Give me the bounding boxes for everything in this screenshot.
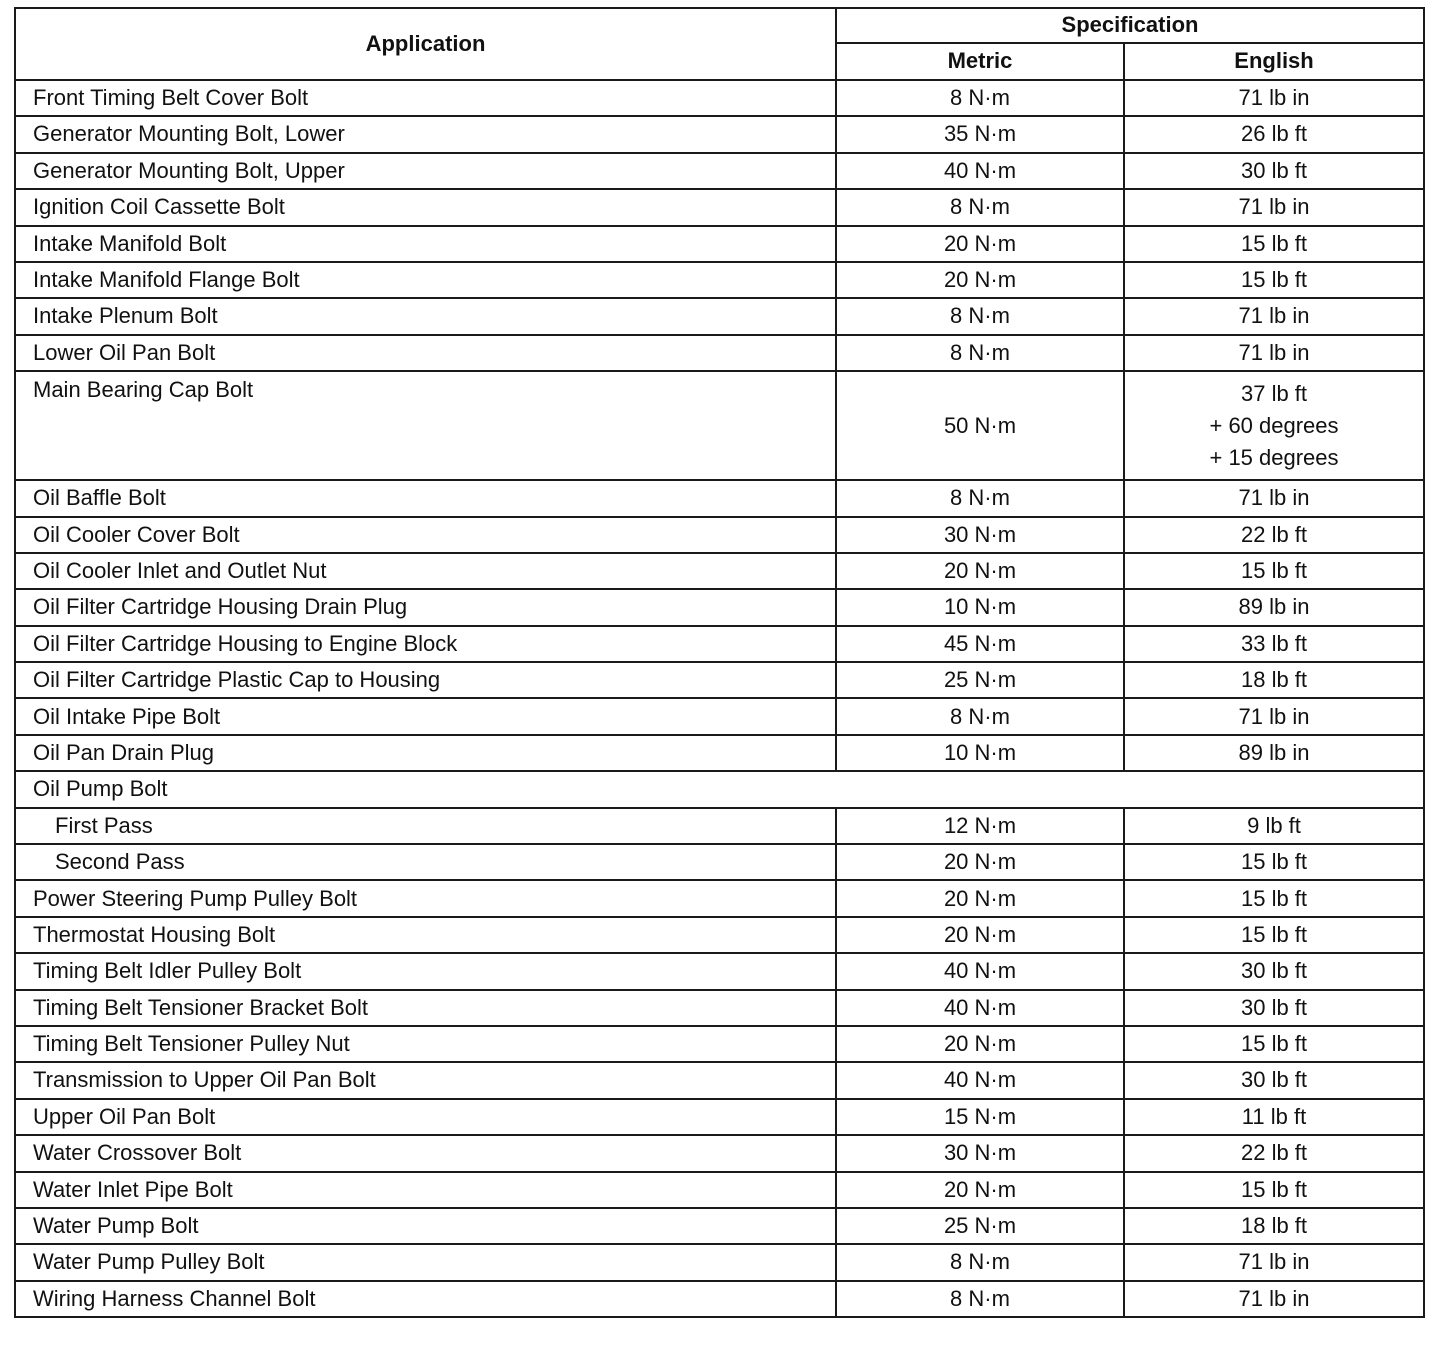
metric-cell: 20 N·m [836, 262, 1124, 298]
metric-cell: 8 N·m [836, 298, 1124, 334]
metric-cell: 8 N·m [836, 80, 1124, 116]
english-cell: 15 lb ft [1124, 226, 1424, 262]
metric-cell: 8 N·m [836, 189, 1124, 225]
application-cell: Oil Filter Cartridge Housing to Engine Block [15, 626, 836, 662]
application-cell: Oil Cooler Inlet and Outlet Nut [15, 553, 836, 589]
metric-cell: 15 N·m [836, 1099, 1124, 1135]
english-cell: 15 lb ft [1124, 1172, 1424, 1208]
application-cell: Lower Oil Pan Bolt [15, 335, 836, 371]
application-cell: Second Pass [15, 844, 836, 880]
table-row [15, 298, 1424, 334]
application-cell: Timing Belt Tensioner Bracket Bolt [15, 990, 836, 1026]
table-row [15, 517, 1424, 553]
table-row [15, 626, 1424, 662]
english-cell: 18 lb ft [1124, 662, 1424, 698]
english-cell: 30 lb ft [1124, 1062, 1424, 1098]
application-cell: Transmission to Upper Oil Pan Bolt [15, 1062, 836, 1098]
english-cell: 15 lb ft [1124, 1026, 1424, 1062]
application-cell: Ignition Coil Cassette Bolt [15, 189, 836, 225]
english-cell: 26 lb ft [1124, 116, 1424, 152]
english-cell [1124, 371, 1424, 480]
table-row [15, 1281, 1424, 1317]
metric-header: Metric [836, 43, 1124, 80]
table-row [15, 371, 1424, 480]
english-cell: 30 lb ft [1124, 153, 1424, 189]
metric-cell: 10 N·m [836, 589, 1124, 625]
table-row [15, 1135, 1424, 1171]
application-cell: Intake Manifold Bolt [15, 226, 836, 262]
metric-cell: 8 N·m [836, 335, 1124, 371]
application-cell: Oil Filter Cartridge Housing Drain Plug [15, 589, 836, 625]
table-row [15, 735, 1424, 771]
torque-spec-table [14, 7, 1425, 1318]
application-cell: Intake Plenum Bolt [15, 298, 836, 334]
table-row [15, 808, 1424, 844]
table-row [15, 917, 1424, 953]
application-cell: Front Timing Belt Cover Bolt [15, 80, 836, 116]
application-cell: Oil Baffle Bolt [15, 480, 836, 516]
english-cell: 9 lb ft [1124, 808, 1424, 844]
english-header: English [1124, 43, 1424, 80]
application-cell: Power Steering Pump Pulley Bolt [15, 880, 836, 916]
table-row [15, 226, 1424, 262]
application-cell: Water Pump Pulley Bolt [15, 1244, 836, 1280]
table-row [15, 1208, 1424, 1244]
english-line: + 15 degrees [1209, 444, 1339, 470]
english-cell: 15 lb ft [1124, 880, 1424, 916]
english-cell: 89 lb in [1124, 735, 1424, 771]
metric-cell: 30 N·m [836, 1135, 1124, 1171]
table-row [15, 262, 1424, 298]
table-row-group-heading [15, 771, 1424, 807]
application-cell: Oil Pump Bolt [15, 771, 1424, 807]
table-row [15, 1244, 1424, 1280]
english-cell: 22 lb ft [1124, 1135, 1424, 1171]
metric-cell: 12 N·m [836, 808, 1124, 844]
metric-cell: 40 N·m [836, 153, 1124, 189]
application-cell: Water Inlet Pipe Bolt [15, 1172, 836, 1208]
metric-cell: 40 N·m [836, 1062, 1124, 1098]
english-cell: 33 lb ft [1124, 626, 1424, 662]
metric-cell: 8 N·m [836, 1281, 1124, 1317]
table-row [15, 589, 1424, 625]
english-cell: 71 lb in [1124, 335, 1424, 371]
english-line: 37 lb ft [1240, 380, 1308, 406]
application-cell: Water Pump Bolt [15, 1208, 836, 1244]
application-cell: Upper Oil Pan Bolt [15, 1099, 836, 1135]
english-cell: 15 lb ft [1124, 917, 1424, 953]
metric-cell: 8 N·m [836, 698, 1124, 734]
metric-cell: 20 N·m [836, 553, 1124, 589]
table-row [15, 1026, 1424, 1062]
english-cell: 15 lb ft [1124, 844, 1424, 880]
application-cell: Intake Manifold Flange Bolt [15, 262, 836, 298]
table-row [15, 698, 1424, 734]
application-cell: Oil Filter Cartridge Plastic Cap to Housing [15, 662, 836, 698]
english-line: + 60 degrees [1209, 412, 1339, 438]
metric-cell: 20 N·m [836, 880, 1124, 916]
application-cell: Wiring Harness Channel Bolt [15, 1281, 836, 1317]
metric-cell: 20 N·m [836, 1172, 1124, 1208]
metric-cell: 20 N·m [836, 226, 1124, 262]
english-cell: 30 lb ft [1124, 953, 1424, 989]
application-cell: Timing Belt Tensioner Pulley Nut [15, 1026, 836, 1062]
application-cell: Timing Belt Idler Pulley Bolt [15, 953, 836, 989]
metric-cell: 35 N·m [836, 116, 1124, 152]
metric-cell: 30 N·m [836, 517, 1124, 553]
english-multiline [1209, 378, 1338, 474]
metric-cell: 8 N·m [836, 480, 1124, 516]
table-row [15, 153, 1424, 189]
table-row [15, 1172, 1424, 1208]
table-row [15, 953, 1424, 989]
english-cell: 15 lb ft [1124, 553, 1424, 589]
metric-cell: 20 N·m [836, 844, 1124, 880]
english-cell: 89 lb in [1124, 589, 1424, 625]
application-cell: Main Bearing Cap Bolt [15, 371, 836, 480]
table-row [15, 80, 1424, 116]
metric-cell: 50 N·m [836, 371, 1124, 480]
table-row [15, 116, 1424, 152]
application-header: Application [15, 8, 836, 80]
metric-cell: 8 N·m [836, 1244, 1124, 1280]
application-cell: Thermostat Housing Bolt [15, 917, 836, 953]
table-row [15, 189, 1424, 225]
metric-cell: 40 N·m [836, 990, 1124, 1026]
table-row [15, 990, 1424, 1026]
english-cell: 71 lb in [1124, 1244, 1424, 1280]
table-row [15, 880, 1424, 916]
application-cell: Oil Pan Drain Plug [15, 735, 836, 771]
english-cell: 18 lb ft [1124, 1208, 1424, 1244]
table-row [15, 844, 1424, 880]
application-cell: Generator Mounting Bolt, Lower [15, 116, 836, 152]
metric-cell: 20 N·m [836, 917, 1124, 953]
english-cell: 22 lb ft [1124, 517, 1424, 553]
application-cell: Oil Cooler Cover Bolt [15, 517, 836, 553]
english-cell: 30 lb ft [1124, 990, 1424, 1026]
english-cell: 71 lb in [1124, 298, 1424, 334]
metric-cell: 25 N·m [836, 1208, 1124, 1244]
english-cell: 15 lb ft [1124, 262, 1424, 298]
english-cell: 71 lb in [1124, 80, 1424, 116]
english-cell: 71 lb in [1124, 698, 1424, 734]
english-cell: 11 lb ft [1124, 1099, 1424, 1135]
table-row [15, 480, 1424, 516]
english-cell: 71 lb in [1124, 480, 1424, 516]
table-row [15, 662, 1424, 698]
metric-cell: 10 N·m [836, 735, 1124, 771]
table-row [15, 553, 1424, 589]
metric-cell: 40 N·m [836, 953, 1124, 989]
metric-cell: 20 N·m [836, 1026, 1124, 1062]
application-cell: Oil Intake Pipe Bolt [15, 698, 836, 734]
application-cell: Generator Mounting Bolt, Upper [15, 153, 836, 189]
metric-cell: 45 N·m [836, 626, 1124, 662]
specification-header: Specification [836, 8, 1424, 43]
english-cell: 71 lb in [1124, 1281, 1424, 1317]
table-row [15, 1099, 1424, 1135]
table-row [15, 1062, 1424, 1098]
metric-cell: 25 N·m [836, 662, 1124, 698]
application-cell: Water Crossover Bolt [15, 1135, 836, 1171]
table-row [15, 335, 1424, 371]
application-cell: First Pass [15, 808, 836, 844]
english-cell: 71 lb in [1124, 189, 1424, 225]
